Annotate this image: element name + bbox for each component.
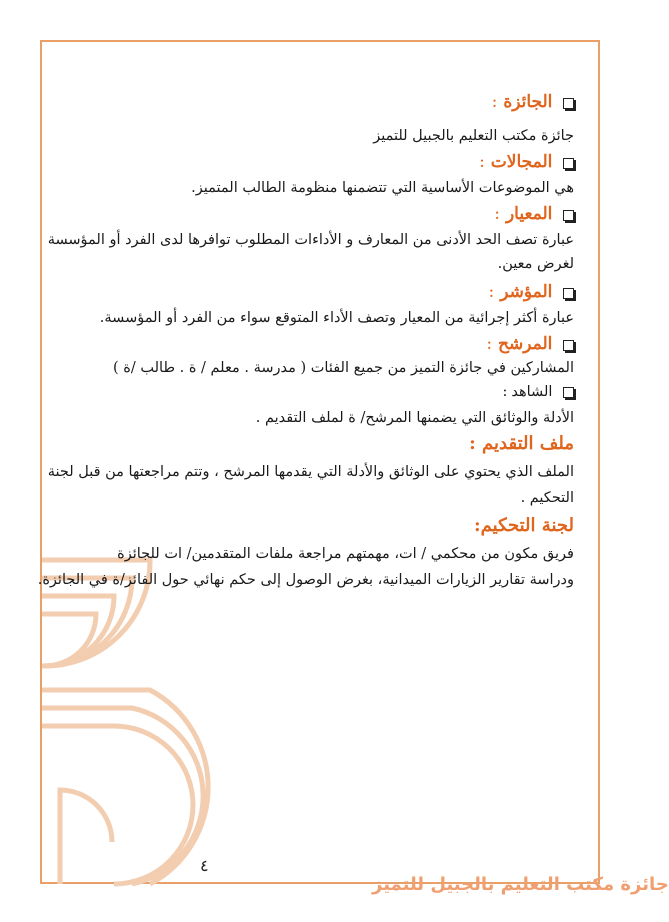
award-logo-text: جائزة مكتب التعليم بالجبيل للتميز — [372, 874, 669, 895]
checkbox-bullet-icon — [563, 340, 574, 351]
nominee-definition: المشاركين في جائزة التميز من جميع الفئات ( مدرسة . معلم / ة . طالب /ة ) — [113, 360, 574, 376]
checkbox-bullet-icon — [563, 98, 574, 109]
nominee-heading-row — [486, 334, 574, 355]
criterion-heading: المعيار : — [494, 204, 553, 224]
indicator-heading: المؤشر : — [488, 282, 553, 302]
evidence-heading-row — [502, 382, 574, 402]
nominee-heading: المرشح : — [486, 334, 553, 354]
checkbox-bullet-icon — [563, 387, 574, 398]
fields-heading-row — [479, 152, 574, 173]
evidence-definition: الأدلة والوثائق التي يضمنها المرشح/ ة لملف التقديم . — [255, 410, 574, 426]
page-number: ٤ — [200, 856, 209, 875]
criterion-heading-row — [494, 204, 574, 225]
jury-definition-line2: ودراسة تقارير الزيارات الميدانية، بغرض الوصول إلى حكم نهائي حول الفائز/ة في الجائزة. — [37, 572, 574, 588]
evidence-heading: الشاهد : — [502, 384, 553, 400]
application-file-heading: ملف التقديم : — [469, 433, 574, 454]
award-heading: الجائزة : — [491, 92, 553, 112]
jury-heading: لجنة التحكيم: — [474, 515, 574, 536]
criterion-definition-line1: عبارة تصف الحد الأدنى من المعارف و الأداءات المطلوب توافرها لدى الفرد أو المؤسسة — [47, 232, 574, 248]
award-heading-row — [492, 92, 574, 113]
fields-definition: هي الموضوعات الأساسية التي تتضمنها منظومة الطالب المتميز. — [191, 180, 574, 196]
jury-definition-line1: فريق مكون من محكمي / ات، مهمتهم مراجعة ملفات المتقدمين/ ات للجائزة — [117, 546, 574, 562]
application-file-definition-line1: الملف الذي يحتوي على الوثائق والأدلة التي يقدمها المرشح ، وتتم مراجعتها من قبل لجنة — [47, 464, 574, 480]
fields-heading: المجالات : — [479, 152, 553, 172]
checkbox-bullet-icon — [563, 210, 574, 221]
indicator-definition: عبارة أكثر إجرائية من المعيار وتصف الأداء المتوقع سواء من الفرد أو المؤسسة. — [99, 310, 574, 326]
checkbox-bullet-icon — [563, 158, 574, 169]
criterion-definition-line2: لغرض معين. — [497, 256, 574, 272]
indicator-heading-row — [489, 282, 574, 303]
application-file-definition-line2: التحكيم . — [520, 490, 574, 506]
award-definition: جائزة مكتب التعليم بالجبيل للتميز — [373, 128, 574, 144]
checkbox-bullet-icon — [563, 288, 574, 299]
